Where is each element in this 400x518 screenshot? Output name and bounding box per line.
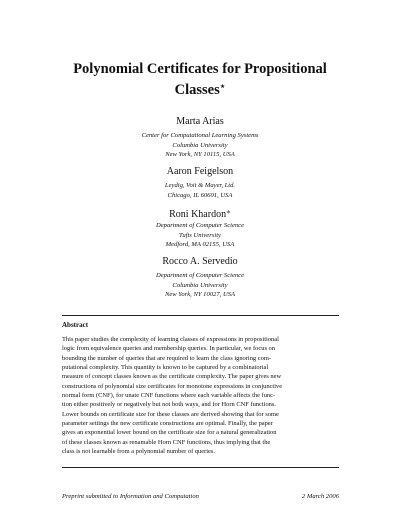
author-name-1-text: Marta Arias bbox=[176, 116, 224, 127]
abstract-line: tion either positively or negatively but not both ways, and for Horn CNF functions. bbox=[62, 401, 277, 409]
affiliation-line: New York, NY 10027, USA bbox=[164, 291, 236, 299]
author-affiliation-1 bbox=[40, 131, 360, 160]
author-name-1 bbox=[40, 116, 360, 128]
abstract-line: bounding the number of queries that are required to learn the class ignoring com- bbox=[62, 354, 271, 362]
affiliation-line: Tufts University bbox=[179, 231, 221, 239]
affiliation-line: Columbia University bbox=[172, 281, 228, 289]
affiliation-line: Columbia University bbox=[172, 141, 228, 149]
abstract-bottom-rule bbox=[62, 467, 339, 468]
title-line-2 bbox=[40, 78, 360, 99]
abstract-top-rule bbox=[62, 315, 339, 316]
author-name-4 bbox=[40, 256, 360, 268]
abstract-heading: Abstract bbox=[62, 321, 89, 329]
abstract-line: measure of concept classes known as the certificate complexity. The paper gives new bbox=[62, 373, 282, 381]
preprint-date: 2 March 2006 bbox=[301, 493, 339, 500]
abstract-line: Lower bounds on certificate size for these classes are derived showing that for some bbox=[62, 410, 279, 418]
abstract-line: class is not learnable from a polynomial number of queries. bbox=[62, 448, 216, 456]
affiliation-line: Department of Computer Science bbox=[155, 272, 245, 279]
abstract-line: parameter settings the new certificate constructions are optimal. Finally, the paper bbox=[62, 420, 273, 428]
title-line-1: Polynomial Certificates for Propositional bbox=[73, 61, 327, 77]
affiliation-line: New York, NY 10115, USA bbox=[165, 151, 235, 159]
author-name-2 bbox=[40, 166, 360, 178]
author-name-2-text: Aaron Feigelson bbox=[166, 166, 234, 177]
affiliation-line: Leydig, Voit & Mayer, Ltd. bbox=[164, 182, 236, 189]
author-affiliation-4 bbox=[40, 271, 360, 300]
abstract-line: gives an exponential lower bound on the certificate size for a natural generalization bbox=[62, 429, 277, 437]
author-footnote-mark: ∗ bbox=[226, 208, 231, 216]
affiliation-line: Chicago, IL 60601, USA bbox=[167, 191, 233, 199]
author-affiliation-3 bbox=[40, 221, 360, 250]
abstract-line: This paper studies the complexity of learning classes of expressions in propositional bbox=[62, 336, 279, 343]
author-name-3-text: Roni Khardon bbox=[169, 209, 227, 220]
abstract-line: putational complexity. This quantity is known to be captured by a combinatorial bbox=[62, 364, 269, 372]
abstract-line: logic from equivalence queries and membership queries. In particular, we focus on bbox=[62, 345, 275, 353]
abstract-line: normal form (CNF), for unate CNF functions where each variable affects the func- bbox=[62, 392, 276, 400]
author-name-4-text: Rocco A. Servedio bbox=[162, 256, 238, 267]
affiliation-line: Department of Computer Science bbox=[155, 222, 245, 229]
author-name-3 bbox=[40, 206, 360, 221]
affiliation-line: Medford, MA 02155, USA bbox=[165, 241, 235, 249]
affiliation-line: Center for Computational Learning Systems bbox=[141, 132, 259, 139]
paper-title bbox=[40, 61, 360, 99]
title-line-2-text: Classes bbox=[174, 82, 220, 98]
abstract-line: of these classes known as renamable Horn CNF functions, thus implying that the bbox=[62, 438, 271, 446]
author-affiliation-2 bbox=[40, 181, 360, 200]
abstract-body bbox=[62, 335, 339, 456]
title-footnote-mark: ⋆ bbox=[219, 81, 226, 91]
preprint-note: Preprint submitted to Information and Computation bbox=[62, 493, 199, 500]
abstract-line: constructions of polynomial size certificates for monotone expressions in conjunctive bbox=[62, 382, 283, 390]
